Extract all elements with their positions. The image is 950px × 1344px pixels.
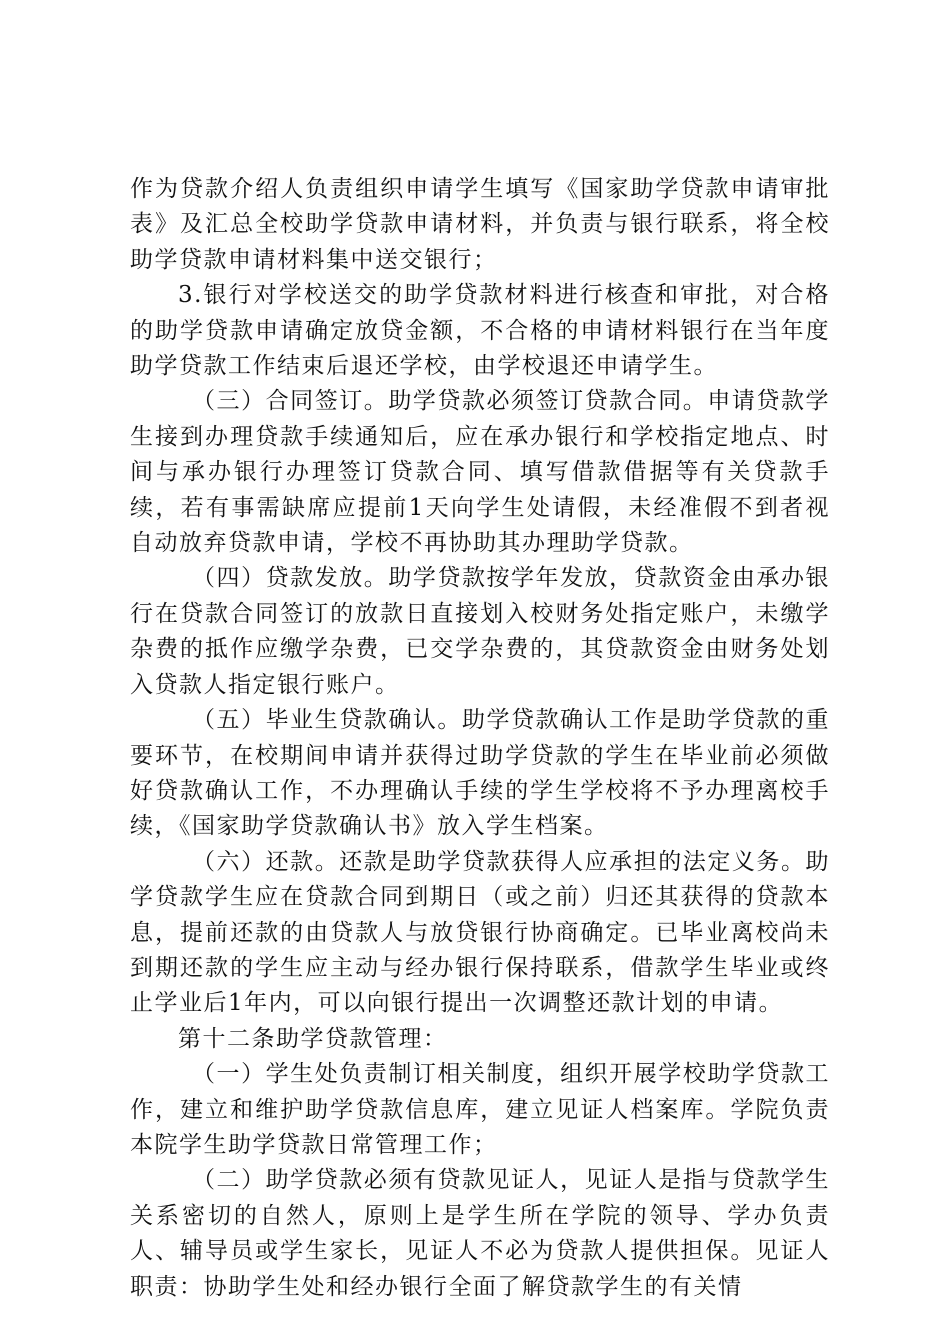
paragraph-bank-review: 3.银行对学校送交的助学贷款材料进行核查和审批，对合格的助学贷款申请确定放贷金额，不合格的申请材料银行在当年度助学贷款工作结束后退还学校，由学校退还申请学生。 [130, 282, 830, 380]
paragraph-loan-disbursement: （四）贷款发放。助学贷款按学年发放，贷款资金由承办银行在贷款合同签订的放款日直接划入校财务处指定账户，未缴学杂费的抵作应缴学杂费，已交学杂费的，其贷款资金由财务处划入贷款人指定银行账户。 [130, 565, 830, 698]
paragraph-contract-signing: （三）合同签订。助学贷款必须签订贷款合同。申请贷款学生接到办理贷款手续通知后，应在承办银行和学校指定地点、时间与承办银行办理签订贷款合同、填写借款借据等有关贷款手续，若有事需缺席应提前1天向学生处请假，未经准假不到者视自动放弃贷款申请，学校不再协助其办理助学贷款。 [130, 388, 830, 557]
paragraph-continuation: 作为贷款介绍人负责组织申请学生填写《国家助学贷款申请审批表》及汇总全校助学贷款申请材料，并负责与银行联系，将全校助学贷款申请材料集中送交银行； [130, 176, 830, 273]
document-body [130, 172, 830, 1305]
paragraph-repayment: （六）还款。还款是助学贷款获得人应承担的法定义务。助学贷款学生应在贷款合同到期日（或之前）归还其获得的贷款本息，提前还款的由贷款人与放贷银行协商确定。已毕业离校尚未到期还款的学生应主动与经办银行保持联系，借款学生毕业或终止学业后1年内，可以向银行提出一次调整还款计划的申请。 [130, 848, 830, 1017]
paragraph-management-1: （一）学生处负责制订相关制度，组织开展学校助学贷款工作，建立和维护助学贷款信息库，建立见证人档案库。学院负责本院学生助学贷款日常管理工作； [130, 1061, 830, 1158]
article-heading: 第十二条助学贷款管理： [178, 1025, 448, 1052]
paragraph-graduate-confirmation: （五）毕业生贷款确认。助学贷款确认工作是助学贷款的重要环节，在校期间申请并获得过助学贷款的学生在毕业前必须做好贷款确认工作，不办理确认手续的学生学校将不予办理离校手续，《国家助学贷款确认书》放入学生档案。 [130, 707, 830, 840]
paragraph-management-2: （二）助学贷款必须有贷款见证人，见证人是指与贷款学生关系密切的自然人，原则上是学生所在学院的领导、学办负责人、辅导员或学生家长，见证人不必为贷款人提供担保。见证人职责：协助学生处和经办银行全面了解贷款学生的有关情 [130, 1167, 830, 1300]
